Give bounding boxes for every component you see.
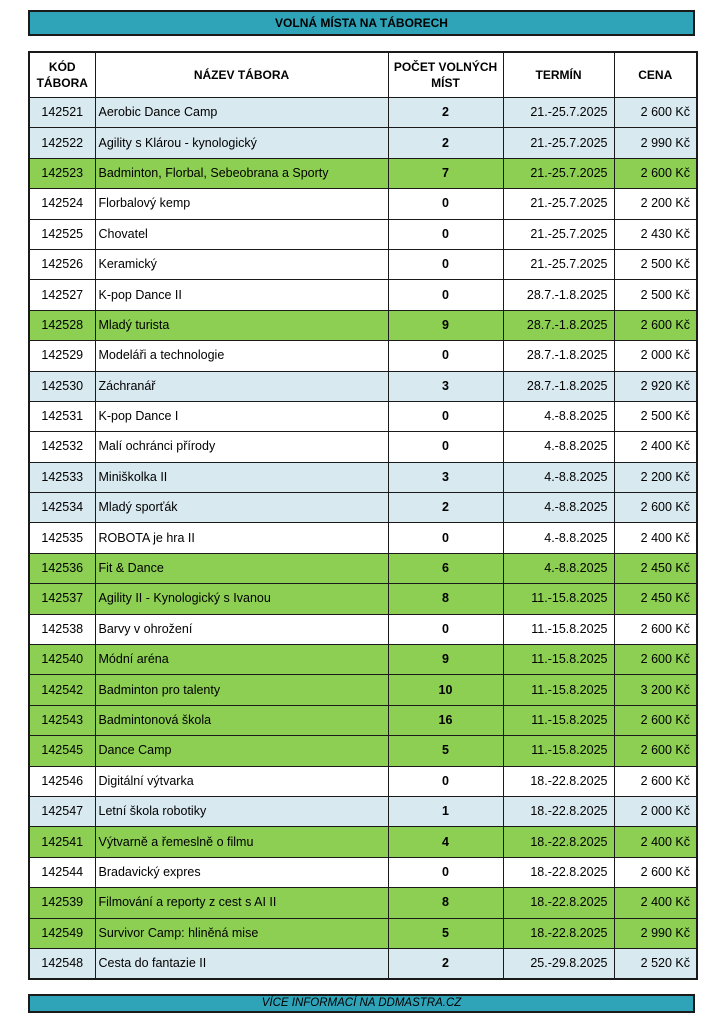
free-places-cell: 0	[388, 857, 503, 887]
camp-code-cell: 142537	[29, 584, 95, 614]
header-date: TERMÍN	[503, 52, 614, 98]
camp-name-cell: Agility II - Kynologický s Ivanou	[95, 584, 388, 614]
table-row	[29, 766, 697, 796]
price-cell: 2 400 Kč	[614, 523, 697, 553]
table-header-row	[29, 52, 697, 98]
camp-code-cell: 142540	[29, 645, 95, 675]
camp-code-cell: 142529	[29, 341, 95, 371]
term-cell: 21.-25.7.2025	[503, 249, 614, 279]
table-body	[29, 98, 697, 980]
table-row	[29, 675, 697, 705]
price-cell: 2 200 Kč	[614, 189, 697, 219]
table-row	[29, 158, 697, 188]
table-row	[29, 401, 697, 431]
price-cell: 3 200 Kč	[614, 675, 697, 705]
table-row	[29, 796, 697, 826]
header-name: NÁZEV TÁBORA	[95, 52, 388, 98]
term-cell: 11.-15.8.2025	[503, 584, 614, 614]
camp-code-cell: 142528	[29, 310, 95, 340]
table-row	[29, 645, 697, 675]
camp-code-cell: 142536	[29, 553, 95, 583]
camp-name-cell: Aerobic Dance Camp	[95, 98, 388, 128]
free-places-cell: 0	[388, 523, 503, 553]
camp-name-cell: Bradavický expres	[95, 857, 388, 887]
header-code-line2: TÁBORA	[36, 76, 88, 90]
camp-code-cell: 142522	[29, 128, 95, 158]
free-places-cell: 3	[388, 462, 503, 492]
camp-name-cell: Barvy v ohrožení	[95, 614, 388, 644]
price-cell: 2 600 Kč	[614, 98, 697, 128]
table-row	[29, 310, 697, 340]
free-places-cell: 6	[388, 553, 503, 583]
price-cell: 2 000 Kč	[614, 341, 697, 371]
camp-name-cell: Modeláři a technologie	[95, 341, 388, 371]
free-places-cell: 9	[388, 645, 503, 675]
term-cell: 18.-22.8.2025	[503, 918, 614, 948]
term-cell: 18.-22.8.2025	[503, 796, 614, 826]
free-places-cell: 0	[388, 280, 503, 310]
header-code-line1: KÓD	[48, 60, 76, 74]
price-cell: 2 990 Kč	[614, 128, 697, 158]
free-places-cell: 2	[388, 948, 503, 979]
term-cell: 21.-25.7.2025	[503, 158, 614, 188]
free-places-cell: 1	[388, 796, 503, 826]
price-cell: 2 400 Kč	[614, 432, 697, 462]
camp-code-cell: 142549	[29, 918, 95, 948]
table-row	[29, 341, 697, 371]
camp-code-cell: 142530	[29, 371, 95, 401]
term-cell: 28.7.-1.8.2025	[503, 371, 614, 401]
term-cell: 11.-15.8.2025	[503, 614, 614, 644]
price-cell: 2 600 Kč	[614, 766, 697, 796]
term-cell: 28.7.-1.8.2025	[503, 280, 614, 310]
camp-code-cell: 142538	[29, 614, 95, 644]
price-cell: 2 600 Kč	[614, 705, 697, 735]
header-count	[388, 52, 503, 98]
free-places-cell: 0	[388, 766, 503, 796]
free-places-cell: 0	[388, 341, 503, 371]
free-places-cell: 5	[388, 736, 503, 766]
table-row	[29, 736, 697, 766]
camp-name-cell: Chovatel	[95, 219, 388, 249]
camp-code-cell: 142543	[29, 705, 95, 735]
table-row	[29, 493, 697, 523]
camp-code-cell: 142541	[29, 827, 95, 857]
camp-name-cell: Záchranář	[95, 371, 388, 401]
free-places-cell: 0	[388, 614, 503, 644]
camp-name-cell: Badminton pro talenty	[95, 675, 388, 705]
table-row	[29, 462, 697, 492]
camp-name-cell: Výtvarně a řemeslně o filmu	[95, 827, 388, 857]
camp-code-cell: 142533	[29, 462, 95, 492]
price-cell: 2 000 Kč	[614, 796, 697, 826]
camp-code-cell: 142542	[29, 675, 95, 705]
price-cell: 2 920 Kč	[614, 371, 697, 401]
free-places-cell: 4	[388, 827, 503, 857]
camp-name-cell: Agility s Klárou - kynologický	[95, 128, 388, 158]
table-row	[29, 280, 697, 310]
camp-vacancy-table	[28, 51, 698, 980]
camp-name-cell: Miniškolka II	[95, 462, 388, 492]
term-cell: 4.-8.8.2025	[503, 493, 614, 523]
camp-name-cell: Cesta do fantazie II	[95, 948, 388, 979]
term-cell: 28.7.-1.8.2025	[503, 310, 614, 340]
table-row	[29, 523, 697, 553]
camp-name-cell: K-pop Dance II	[95, 280, 388, 310]
header-count-line1: POČET VOLNÝCH	[393, 60, 498, 74]
table-row	[29, 888, 697, 918]
price-cell: 2 600 Kč	[614, 158, 697, 188]
free-places-cell: 0	[388, 249, 503, 279]
camp-name-cell: Mladý sporťák	[95, 493, 388, 523]
camp-name-cell: Survivor Camp: hliněná mise	[95, 918, 388, 948]
footer-info: VÍCE INFORMACÍ NA DDMASTRA.CZ	[28, 994, 695, 1013]
term-cell: 18.-22.8.2025	[503, 827, 614, 857]
camp-name-cell: Malí ochránci přírody	[95, 432, 388, 462]
term-cell: 4.-8.8.2025	[503, 462, 614, 492]
camp-name-cell: Módní aréna	[95, 645, 388, 675]
term-cell: 4.-8.8.2025	[503, 401, 614, 431]
price-cell: 2 600 Kč	[614, 736, 697, 766]
camp-code-cell: 142546	[29, 766, 95, 796]
price-cell: 2 430 Kč	[614, 219, 697, 249]
camp-name-cell: Letní škola robotiky	[95, 796, 388, 826]
free-places-cell: 7	[388, 158, 503, 188]
camp-code-cell: 142532	[29, 432, 95, 462]
free-places-cell: 5	[388, 918, 503, 948]
table-row	[29, 249, 697, 279]
camp-code-cell: 142524	[29, 189, 95, 219]
term-cell: 28.7.-1.8.2025	[503, 341, 614, 371]
free-places-cell: 9	[388, 310, 503, 340]
camp-code-cell: 142548	[29, 948, 95, 979]
free-places-cell: 8	[388, 584, 503, 614]
table-row	[29, 189, 697, 219]
camp-name-cell: K-pop Dance I	[95, 401, 388, 431]
header-price: CENA	[614, 52, 697, 98]
price-cell: 2 990 Kč	[614, 918, 697, 948]
term-cell: 11.-15.8.2025	[503, 675, 614, 705]
table-row	[29, 432, 697, 462]
price-cell: 2 400 Kč	[614, 827, 697, 857]
term-cell: 21.-25.7.2025	[503, 128, 614, 158]
camp-code-cell: 142531	[29, 401, 95, 431]
header-count-line2: MÍST	[431, 76, 460, 90]
camp-code-cell: 142527	[29, 280, 95, 310]
camp-code-cell: 142526	[29, 249, 95, 279]
free-places-cell: 0	[388, 432, 503, 462]
camp-name-cell: Fit & Dance	[95, 553, 388, 583]
camp-name-cell: Mladý turista	[95, 310, 388, 340]
camp-name-cell: ROBOTA je hra II	[95, 523, 388, 553]
price-cell: 2 600 Kč	[614, 645, 697, 675]
table-row	[29, 128, 697, 158]
table-row	[29, 705, 697, 735]
free-places-cell: 3	[388, 371, 503, 401]
free-places-cell: 10	[388, 675, 503, 705]
camp-code-cell: 142521	[29, 98, 95, 128]
camp-code-cell: 142525	[29, 219, 95, 249]
camp-code-cell: 142534	[29, 493, 95, 523]
free-places-cell: 2	[388, 128, 503, 158]
price-cell: 2 600 Kč	[614, 614, 697, 644]
term-cell: 25.-29.8.2025	[503, 948, 614, 979]
table-row	[29, 857, 697, 887]
table-row	[29, 553, 697, 583]
camp-name-cell: Dance Camp	[95, 736, 388, 766]
free-places-cell: 2	[388, 493, 503, 523]
table-row	[29, 614, 697, 644]
table-row	[29, 98, 697, 128]
camp-code-cell: 142545	[29, 736, 95, 766]
price-cell: 2 400 Kč	[614, 888, 697, 918]
price-cell: 2 500 Kč	[614, 280, 697, 310]
free-places-cell: 2	[388, 98, 503, 128]
price-cell: 2 450 Kč	[614, 584, 697, 614]
camp-name-cell: Badminton, Florbal, Sebeobrana a Sporty	[95, 158, 388, 188]
free-places-cell: 0	[388, 219, 503, 249]
term-cell: 18.-22.8.2025	[503, 857, 614, 887]
page-title: VOLNÁ MÍSTA NA TÁBORECH	[28, 10, 695, 36]
price-cell: 2 600 Kč	[614, 310, 697, 340]
price-cell: 2 600 Kč	[614, 493, 697, 523]
term-cell: 21.-25.7.2025	[503, 189, 614, 219]
term-cell: 18.-22.8.2025	[503, 888, 614, 918]
term-cell: 11.-15.8.2025	[503, 705, 614, 735]
price-cell: 2 600 Kč	[614, 857, 697, 887]
camp-code-cell: 142547	[29, 796, 95, 826]
camp-name-cell: Keramický	[95, 249, 388, 279]
term-cell: 4.-8.8.2025	[503, 553, 614, 583]
term-cell: 4.-8.8.2025	[503, 432, 614, 462]
table-row	[29, 948, 697, 979]
camp-name-cell: Filmování a reporty z cest s AI II	[95, 888, 388, 918]
price-cell: 2 500 Kč	[614, 401, 697, 431]
price-cell: 2 450 Kč	[614, 553, 697, 583]
free-places-cell: 0	[388, 189, 503, 219]
camp-name-cell: Badmintonová škola	[95, 705, 388, 735]
price-cell: 2 500 Kč	[614, 249, 697, 279]
table-row	[29, 918, 697, 948]
table-row	[29, 827, 697, 857]
price-cell: 2 200 Kč	[614, 462, 697, 492]
term-cell: 4.-8.8.2025	[503, 523, 614, 553]
free-places-cell: 8	[388, 888, 503, 918]
header-code	[29, 52, 95, 98]
term-cell: 11.-15.8.2025	[503, 645, 614, 675]
camp-code-cell: 142544	[29, 857, 95, 887]
camp-code-cell: 142535	[29, 523, 95, 553]
camp-name-cell: Florbalový kemp	[95, 189, 388, 219]
free-places-cell: 16	[388, 705, 503, 735]
price-cell: 2 520 Kč	[614, 948, 697, 979]
term-cell: 21.-25.7.2025	[503, 219, 614, 249]
term-cell: 21.-25.7.2025	[503, 98, 614, 128]
free-places-cell: 0	[388, 401, 503, 431]
camp-code-cell: 142523	[29, 158, 95, 188]
term-cell: 11.-15.8.2025	[503, 736, 614, 766]
camp-code-cell: 142539	[29, 888, 95, 918]
table-row	[29, 219, 697, 249]
table-row	[29, 584, 697, 614]
term-cell: 18.-22.8.2025	[503, 766, 614, 796]
table-row	[29, 371, 697, 401]
camp-name-cell: Digitální výtvarka	[95, 766, 388, 796]
